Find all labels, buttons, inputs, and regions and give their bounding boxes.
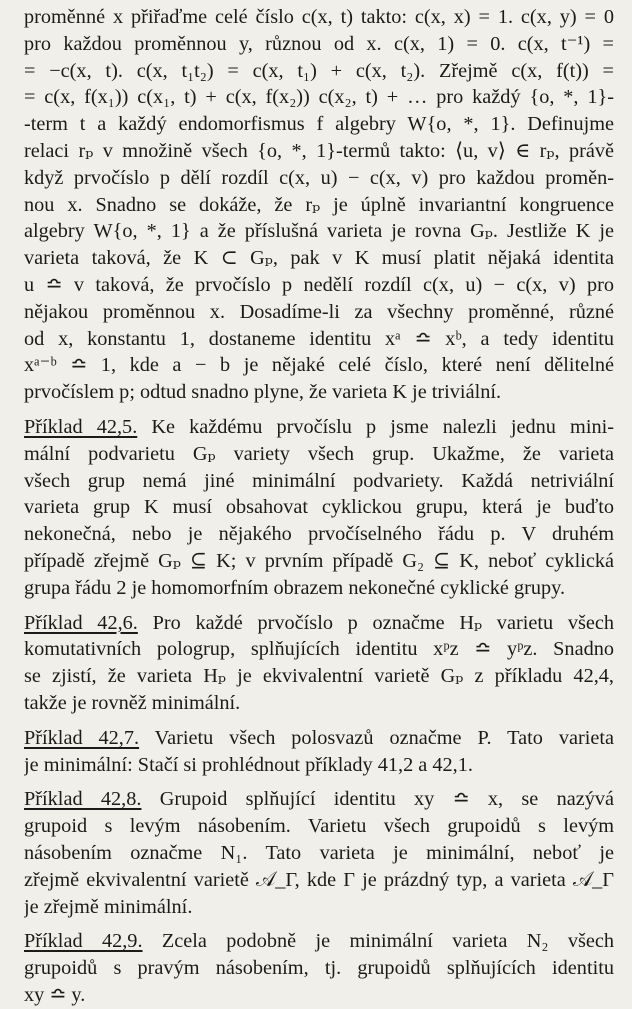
- text-line: [24, 928, 614, 955]
- example-label: Příklad 42,9.: [24, 930, 143, 953]
- line-text: Grupoid splňující identitu xy ≏ x, se nazývá: [141, 788, 614, 811]
- text-line: nou x. Snadno se dokáže, že rₚ je úplně invariantní kongruence: [24, 193, 614, 216]
- text-line: [24, 610, 614, 637]
- text-line: xᵃ⁻ᵇ ≏ 1, kde a − b je nějaké celé číslo, které není dělitelné: [24, 354, 614, 377]
- text-line: prvočíslem p; odtud snadno plyne, že varieta K je triviální.: [24, 381, 502, 404]
- text-line: [24, 414, 614, 441]
- example-42-7: [24, 725, 614, 779]
- text-line: grupa řádu 2 je homomorfním obrazem nekonečné cyklické grupy.: [24, 576, 566, 599]
- example-42-6: [24, 610, 614, 717]
- text-line: grupoid s levým násobením. Varietu všech grupoidů s levým: [24, 815, 614, 838]
- example-42-8: [24, 786, 614, 920]
- paragraph-proof: [24, 4, 614, 406]
- line-text: Pro každé prvočíslo p označme Hₚ varietu všech: [137, 611, 614, 634]
- text-line: = c(x, f(x₁)) c(x₁, t) + c(x, f(x₂)) c(x₂, t) + … pro každý {o, *, 1}-: [24, 86, 614, 109]
- line-text: Ke každému prvočíslu p jsme nalezli jednu mini-: [137, 415, 614, 438]
- text-line: pro každou proměnnou y, různou od x. c(x, 1) = 0. c(x, t⁻¹) =: [24, 32, 614, 55]
- example-42-5: [24, 414, 614, 602]
- text-line: [24, 786, 614, 813]
- text-line: algebry W{o, *, 1} a že příslušná varieta je rovna Gₚ. Jestliže K je: [24, 220, 614, 243]
- text-line: [24, 725, 614, 752]
- text-line: varieta grup K musí obsahovat cyklickou grupu, která je buďto: [24, 496, 614, 519]
- line-text: Zcela podobně je minimální varieta N₂ všech: [142, 930, 614, 953]
- text-line: zřejmě ekvivalentní varietě 𝒜_Γ, kde Γ je prázdný typ, a varieta 𝒜_Γ: [24, 868, 614, 891]
- text-line: je minimální: Stačí si prohlédnout příklady 41,2 a 42,1.: [24, 753, 473, 776]
- text-line: = −c(x, t). c(x, t₁t₂) = c(x, t₁) + c(x, t₂). Zřejmě c(x, f(t)) =: [24, 59, 614, 82]
- example-label: Příklad 42,8.: [24, 788, 142, 811]
- example-label: Příklad 42,5.: [24, 415, 138, 438]
- example-42-9: [24, 928, 614, 1008]
- text-line: varieta taková, že K ⊂ Gₚ, pak v K musí platit nějaká identita: [24, 247, 614, 270]
- text-line: násobením označme N₁. Tato varieta je minimální, neboť je: [24, 841, 614, 864]
- text-line: je zřejmě minimální.: [24, 895, 193, 918]
- text-line: když prvočíslo p dělí rozdíl c(x, u) − c(x, v) pro každou proměn-: [24, 166, 614, 189]
- text-line: takže je rovněž minimální.: [24, 691, 241, 714]
- text-line: u ≏ v taková, že prvočíslo p nedělí rozdíl c(x, u) − c(x, v) pro: [24, 273, 614, 296]
- text-line: od x, konstantu 1, dostaneme identitu xᵃ ≏ xᵇ, a tedy identitu: [24, 327, 614, 350]
- text-line: grupoidů s pravým násobením, tj. grupoidů splňujících identitu: [24, 957, 614, 980]
- text-line: případě zřejmě Gₚ ⊆ K; v prvním případě G₂ ⊆ K, neboť cyklická: [24, 549, 614, 572]
- text-line: -term t a každý endomorfismus f algebry W{o, *, 1}. Definujme: [24, 113, 614, 136]
- text-line: komutativních pologrup, splňujících identitu xᵖz ≏ yᵖz. Snadno: [24, 638, 614, 661]
- text-line: nekonečná, nebo je nějakého prvočíselného řádu p. V druhém: [24, 523, 614, 546]
- text-line: všech grup nemá jiné minimální podvariety. Každá netriviální: [24, 469, 614, 492]
- line-text: Varietu všech polosvazů označme P. Tato varieta: [139, 726, 614, 749]
- text-line: xy ≏ y.: [24, 983, 86, 1006]
- example-label: Příklad 42,7.: [24, 726, 140, 749]
- text-line: relaci rₚ v množině všech {o, *, 1}-termů takto: ⟨u, v⟩ ∈ rₚ, právě: [24, 139, 614, 162]
- text-line: mální podvarietu Gₚ variety všech grup. Ukažme, že varieta: [24, 442, 614, 465]
- text-line: se zjistí, že varieta Hₚ je ekvivalentní varietě Gₚ z příkladu 42,4,: [24, 665, 614, 688]
- example-label: Příklad 42,6.: [24, 611, 138, 634]
- text-line: proměnné x přiřaďme celé číslo c(x, t) takto: c(x, x) = 1. c(x, y) = 0: [24, 6, 614, 28]
- text-line: nějakou proměnnou x. Dosadíme-li za všechny proměnné, různé: [24, 300, 614, 323]
